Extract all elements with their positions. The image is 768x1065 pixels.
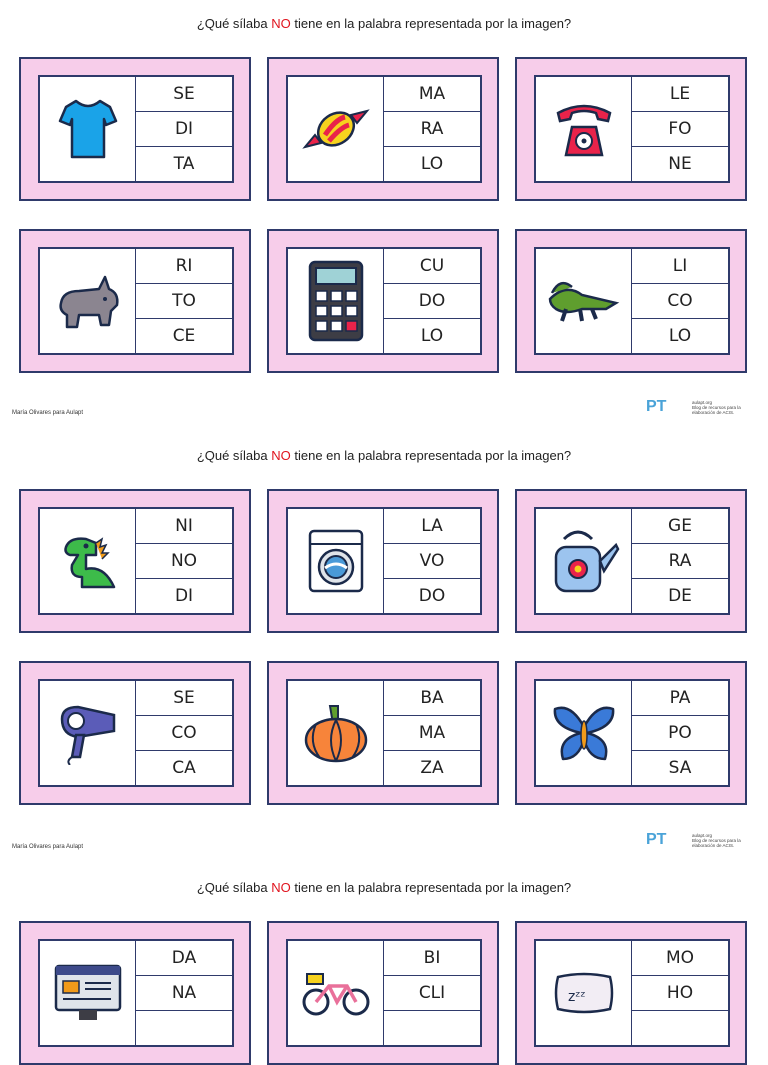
card-frame — [38, 75, 234, 183]
syllable-option[interactable]: DE — [668, 586, 692, 606]
syllable-card — [19, 229, 251, 373]
syllable-option[interactable]: ZA — [420, 758, 444, 778]
syllable-option[interactable]: RI — [136, 249, 232, 284]
syllable-card — [515, 921, 747, 1065]
syllable-list — [632, 77, 728, 181]
syllable-option[interactable]: LO — [420, 326, 444, 346]
syllable-option[interactable]: DO — [418, 586, 446, 606]
card-frame — [534, 247, 730, 355]
card-frame — [286, 679, 482, 787]
rhino-icon — [40, 249, 136, 353]
dinosaur-icon — [40, 509, 136, 613]
syllable-option[interactable]: PO — [632, 716, 728, 751]
syllable-card — [267, 921, 499, 1065]
syllable-list — [632, 509, 728, 613]
computer-icon — [40, 941, 136, 1045]
syllable-option[interactable]: DA — [136, 941, 232, 976]
credit-text: María Olivares para Aulapt — [12, 410, 84, 416]
syllable-list — [136, 249, 232, 353]
syllable-option[interactable]: FO — [632, 112, 728, 147]
syllable-option[interactable]: TO — [136, 284, 232, 319]
syllable-option[interactable]: CLI — [384, 976, 480, 1011]
syllable-card — [515, 229, 747, 373]
syllable-list — [632, 249, 728, 353]
syllable-option[interactable]: RA — [384, 112, 480, 147]
candy-icon — [288, 77, 384, 181]
svg-text:zᶻᶻ: zᶻᶻ — [567, 989, 586, 1005]
butterfly-icon — [536, 681, 632, 785]
aulapt-logo: PT aulapt.org Blog de recursos para la elaboración de ACIS. — [646, 398, 741, 415]
syllable-option[interactable]: PA — [632, 681, 728, 716]
card-frame — [534, 75, 730, 183]
syllable-list — [136, 77, 232, 181]
syllable-list — [136, 509, 232, 613]
card-frame — [38, 679, 234, 787]
syllable-option[interactable]: DO — [384, 284, 480, 319]
syllable-card — [267, 489, 499, 633]
syllable-card — [19, 921, 251, 1065]
syllable-option[interactable]: CO — [632, 284, 728, 319]
section-3-title: ¿Qué sílaba NO tiene en la palabra representada por la imagen? — [196, 880, 572, 895]
syllable-option[interactable]: LE — [632, 77, 728, 112]
syllable-list — [384, 77, 480, 181]
syllable-option[interactable]: LI — [632, 249, 728, 284]
syllable-card — [267, 229, 499, 373]
syllable-option[interactable]: GE — [632, 509, 728, 544]
calculator-icon — [288, 249, 384, 353]
syllable-option[interactable]: CA — [172, 758, 196, 778]
syllable-card — [515, 489, 747, 633]
section-1-title: ¿Qué sílaba NO tiene en la palabra representada por la imagen? — [196, 16, 572, 31]
syllable-option[interactable]: MA — [384, 77, 480, 112]
syllable-option[interactable]: LA — [384, 509, 480, 544]
syllable-list — [136, 681, 232, 785]
syllable-option[interactable]: CU — [384, 249, 480, 284]
syllable-option[interactable]: MA — [384, 716, 480, 751]
pumpkin-icon — [288, 681, 384, 785]
telephone-icon — [536, 77, 632, 181]
syllable-option[interactable] — [136, 1011, 232, 1045]
syllable-list — [384, 681, 480, 785]
card-frame — [38, 939, 234, 1047]
syllable-option[interactable]: NE — [668, 154, 692, 174]
section-2-title: ¿Qué sílaba NO tiene en la palabra representada por la imagen? — [196, 448, 572, 463]
pillow-icon — [536, 941, 632, 1045]
syllable-option[interactable]: SA — [668, 758, 692, 778]
syllable-option[interactable]: NI — [136, 509, 232, 544]
bicycle-icon — [288, 941, 384, 1045]
syllable-option[interactable]: LO — [668, 326, 692, 346]
syllable-list — [384, 249, 480, 353]
watering-can-icon — [536, 509, 632, 613]
syllable-option[interactable]: VO — [384, 544, 480, 579]
card-frame — [286, 939, 482, 1047]
syllable-list — [384, 941, 480, 1045]
syllable-option[interactable]: HO — [632, 976, 728, 1011]
card-frame — [534, 939, 730, 1047]
syllable-option[interactable] — [384, 1011, 480, 1045]
syllable-card — [267, 661, 499, 805]
card-frame — [38, 507, 234, 615]
syllable-list — [632, 681, 728, 785]
syllable-list — [136, 941, 232, 1045]
syllable-option[interactable]: DI — [174, 586, 194, 606]
tshirt-icon — [40, 77, 136, 181]
syllable-option[interactable]: BA — [384, 681, 480, 716]
syllable-option[interactable] — [632, 1011, 728, 1045]
syllable-option[interactable]: NO — [136, 544, 232, 579]
syllable-option[interactable]: DI — [136, 112, 232, 147]
syllable-option[interactable]: CO — [136, 716, 232, 751]
syllable-option[interactable]: MO — [632, 941, 728, 976]
washing-machine-icon — [288, 509, 384, 613]
syllable-option[interactable]: CE — [172, 326, 196, 346]
syllable-option[interactable]: BI — [384, 941, 480, 976]
syllable-option[interactable]: SE — [136, 77, 232, 112]
syllable-option[interactable]: RA — [632, 544, 728, 579]
aulapt-logo: PT aulapt.org Blog de recursos para la elaboración de ACIS. — [646, 831, 741, 848]
syllable-option[interactable]: NA — [136, 976, 232, 1011]
syllable-option[interactable]: TA — [173, 154, 195, 174]
syllable-option[interactable]: SE — [136, 681, 232, 716]
hair-dryer-icon — [40, 681, 136, 785]
syllable-card — [267, 57, 499, 201]
syllable-list — [384, 509, 480, 613]
crocodile-icon — [536, 249, 632, 353]
card-frame — [534, 507, 730, 615]
syllable-option[interactable]: LO — [420, 154, 444, 174]
syllable-card — [19, 661, 251, 805]
syllable-card — [19, 57, 251, 201]
card-frame — [286, 507, 482, 615]
syllable-card — [19, 489, 251, 633]
card-frame — [38, 247, 234, 355]
syllable-list — [632, 941, 728, 1045]
card-frame — [286, 247, 482, 355]
card-frame — [534, 679, 730, 787]
syllable-card — [515, 57, 747, 201]
syllable-card — [515, 661, 747, 805]
credit-text: María Olivares para Aulapt — [12, 844, 84, 850]
card-frame — [286, 75, 482, 183]
